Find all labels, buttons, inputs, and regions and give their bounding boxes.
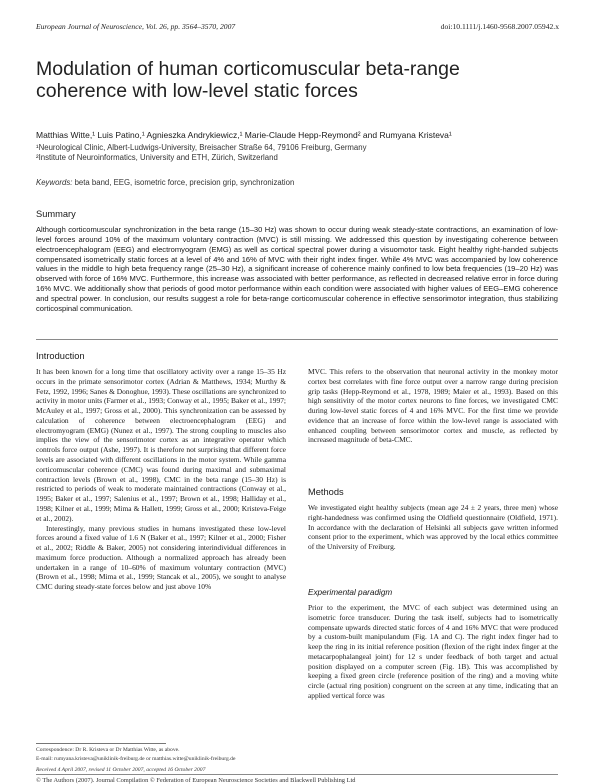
introduction-continuation bbox=[308, 367, 558, 492]
methods-heading: Methods bbox=[308, 487, 344, 497]
email-note: E-mail: rumyana.kristeva@uniklinik-freiburg.de or matthias.witte@uniklinik-freiburg.de bbox=[36, 756, 236, 762]
author-list: Matthias Witte,¹ Luis Patino,¹ Agnieszka Andrykiewicz,¹ Marie-Claude Hepp-Reymond² and Rumyana Kristeva¹ bbox=[36, 130, 452, 140]
experimental-paradigm-paragraph: Prior to the experiment, the MVC of each subject was determined using an isometric force transducer. During the task itself, subjects had to isometrically compensate upwards directed static forces of 4 and 16% MVC that were produced by a custom-built manipulandum (Fig. 1A and C). The right index finger had to keep the ring in its initial reference position (flexion of the right index finger at the metacarpophalangeal joint) for 12 s under feedback of both target and actual position displayed on a computer screen (Fig. 1B). This was accomplished by keeping a fixed green circle (reference position of the ring) and a moving white circle (actual ring position) congruent on the screen at any time, indicating that an applied vertical force was bbox=[308, 603, 558, 701]
intro-paragraph-1: It has been known for a long time that oscillatory activity over a range 15–35 Hz occurs in the primate sensorimotor cortex (Adrian & Matthews, 1934; Murthy & Fetz, 1992, 1996; Sanes & Donoghue, 1993). These oscillations are synchronized to activity in motor units (Farmer et al., 1993; Conway et al., 1995; Baker et al., 1997; McAuley et al., 1997; Gross et al., 2000). This synchronization can be assessed by calculation of coherence between electroencephalogram (EEG) and electromyogram (EMG) (Nunez et al., 1997). The strong coupling to muscles also implies the view of the sensorimotor cortex as an integrative operator which controls force output (Ashe, 1997). It is therefore not surprising that different force levels are associated with different oscillations in the motor system. While gamma corticomuscular coherence (CMC) was found during maximal and submaximal contraction levels (Brown et al., 1998), CMC in the beta range (15–30 Hz) is restricted to periods of weak to moderate maintained contractions (Conway et al., 1995; Baker et al., 1997; Salenius et al., 1997; Brown et al., 1998; Halliday et al., 1998; Kilner et al., 1999; Mima & Hallett, 1999; Gross et al., 2000; Kristeva-Feige et al., 2002). bbox=[36, 367, 287, 523]
footer-divider bbox=[36, 774, 558, 775]
paper-title: Modulation of human corticomuscular beta-range coherence with low-level static forces bbox=[36, 58, 460, 102]
running-head bbox=[36, 22, 559, 34]
introduction-column bbox=[36, 367, 286, 739]
summary-text: Although corticomuscular synchronization in the beta range (15–30 Hz) was shown to occur during weak steady-state contractions, an examination of low-level forces around 10% of the maximum voluntary contraction (MVC) is still missing. We addressed this question by investigating coherence between electroencephalogram (EEG) and electromyogram (EMG) as well as cortical spectral power during a visuomotor task. Eight healthy right-handed subjects compensated isometrically static forces at a level of 4% and 16% of MVC with their right index finger. While 4% MVC was accompanied by low coherence values in the middle to high beta frequency range (25–30 Hz), a significant increase of coherence mainly confined to low beta frequencies (19–20 Hz) was observed with force of 16% MVC. Furthermore, this increase was associated with better performance, as reflected in decreased relative error in force during 16% MVC. We additionally show that periods of good motor performance within each condition were associated with higher values of EEG–EMG coherence and spectral power. In conclusion, our results suggest a role for beta-range corticomuscular coherence in effective sensorimotor integration, thus stabilizing corticospinal communication. bbox=[36, 225, 558, 313]
experimental-paradigm-heading: Experimental paradigm bbox=[308, 588, 393, 597]
methods-paragraph: We investigated eight healthy subjects (mean age 24 ± 2 years, three men) whose right-handedness was confirmed using the Oldfield questionnaire (Oldfield, 1971). In accordance with the declaration of Helsinki all subjects gave written informed consent prior to the experiment, which was approved by the local ethics committee of the University of Freiburg. bbox=[308, 503, 558, 552]
intro-paragraph-2: Interestingly, many previous studies in humans investigated these low-level forces around a fixed value of 1.6 N (Baker et al., 1997; Kilner et al., 2000; Fisher et al., 2002; Riddle & Baker, 2005) not considering interindividual differences in maximum force production. Although a normalized approach has already been undertaken in a range of 10–60% of maximum voluntary contraction (MVC) (Brown et al., 1998; Mima et al., 1999; Stancak et al., 2005), we sought to analyse CMC during steady-state forces below and just above 10% bbox=[36, 523, 286, 592]
correspondence-note: Correspondence: Dr R. Kristeva or Dr Matthias Witte, as above. bbox=[36, 747, 180, 753]
copyright-line: © The Authors (2007). Journal Compilation © Federation of European Neuroscience Societies and Blackwell Publishing Ltd bbox=[36, 777, 356, 784]
journal-citation: European Journal of Neuroscience, Vol. 26, pp. 3564–3570, 2007 bbox=[36, 22, 236, 31]
affiliation-1: ¹Neurological Clinic, Albert-Ludwigs-University, Breisacher Straße 64, 79106 Freiburg, Germany bbox=[36, 143, 367, 152]
summary-heading: Summary bbox=[36, 209, 76, 219]
keywords-label: Keywords: bbox=[36, 178, 73, 187]
received-dates: Received 4 April 2007, revised 11 October 2007, accepted 16 October 2007 bbox=[36, 767, 206, 773]
keywords-text: beta band, EEG, isometric force, precision grip, synchronization bbox=[74, 178, 295, 187]
keywords bbox=[36, 178, 556, 187]
doi-text: doi:10.1111/j.1460-9568.2007.05942.x bbox=[440, 22, 559, 31]
intro-paragraph-continued: MVC. This refers to the observation that neuronal activity in the monkey motor cortex best correlates with fine force output over a narrow range during precision grip tasks (Hepp-Reymond et al., 1978, 1989; Maier et al., 1993). Based on this high sensitivity of the motor cortex neurons to fine forces, we investigated CMC during low-level static forces of 4 and 16% MVC. For the first time we provide evidence that an increase of force within the low-level range is associated with enhanced coupling between sensorimotor cortex and muscle, as reflected by increased magnitude of beta-CMC. bbox=[308, 367, 558, 445]
footnote-divider bbox=[36, 743, 166, 744]
affiliation-2: ²Institute of Neuroinformatics, University and ETH, Zürich, Switzerland bbox=[36, 153, 278, 162]
introduction-heading: Introduction bbox=[36, 351, 85, 361]
section-divider bbox=[36, 339, 558, 340]
